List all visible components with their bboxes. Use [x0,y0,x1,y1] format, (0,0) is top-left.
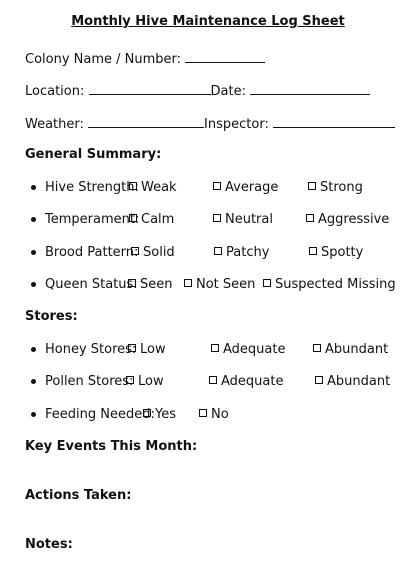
option-label: Weak [141,180,177,195]
list-item [0,180,416,196]
weather-blank[interactable] [88,115,204,128]
checkbox-option[interactable] [306,212,389,227]
actions-taken-heading: Actions Taken: [25,488,132,503]
checkbox-option[interactable] [143,407,176,422]
checkbox-icon [129,182,137,190]
checkbox-option[interactable] [129,212,174,227]
option-label: Solid [143,245,175,260]
bullet-icon [31,282,36,287]
option-label: Calm [141,212,175,227]
list-item [0,342,416,358]
checkbox-option[interactable] [128,342,166,357]
location-field-row [25,82,370,99]
item-label: Brood Pattern: [45,245,139,260]
checkbox-icon [209,376,217,384]
checkbox-option[interactable] [315,374,390,389]
option-label: Aggressive [318,212,390,227]
list-item [0,212,416,228]
bullet-icon [31,250,36,255]
checkbox-icon [131,247,139,255]
location-blank[interactable] [89,82,211,95]
item-label: Hive Strength: [45,180,139,195]
list-item [0,374,416,390]
option-label: Abundant [327,374,391,389]
checkbox-icon [143,409,151,417]
page-title: Monthly Hive Maintenance Log Sheet [71,14,345,29]
checkbox-option[interactable] [199,407,229,422]
checkbox-option[interactable] [126,374,164,389]
checkbox-icon [213,182,221,190]
colony-field-row [25,50,265,67]
checkbox-icon [308,182,316,190]
notes-heading: Notes: [25,537,73,552]
checkbox-option[interactable] [263,277,396,292]
checkbox-option[interactable] [129,180,177,195]
colony-blank[interactable] [185,50,265,63]
option-label: Neutral [225,212,273,227]
option-label: Spotty [321,245,364,260]
checkbox-icon [184,279,192,287]
bullet-icon [31,347,36,352]
item-label: Pollen Stores: [45,374,134,389]
option-label: Low [138,374,164,389]
option-label: Abundant [325,342,389,357]
checkbox-icon [214,247,222,255]
checkbox-option[interactable] [213,212,273,227]
checkbox-option[interactable] [313,342,388,357]
option-label: No [211,407,229,422]
bullet-icon [31,217,36,222]
checkbox-option[interactable] [211,342,285,357]
option-label: Adequate [223,342,286,357]
checkbox-option[interactable] [128,277,173,292]
item-label: Queen Status: [45,277,138,292]
date-blank[interactable] [250,82,370,95]
checkbox-option[interactable] [184,277,255,292]
checkbox-option[interactable] [309,245,363,260]
checkbox-icon [313,344,321,352]
checkbox-option[interactable] [214,245,269,260]
checkbox-icon [129,214,137,222]
colony-label: Colony Name / Number: [25,52,182,67]
checkbox-option[interactable] [213,180,278,195]
checkbox-option[interactable] [308,180,363,195]
checkbox-icon [213,214,221,222]
stores-heading: Stores: [25,309,78,324]
list-item [0,277,416,293]
item-label: Honey Stores: [45,342,137,357]
checkbox-icon [263,279,271,287]
item-label: Temperament: [45,212,140,227]
checkbox-icon [126,376,134,384]
location-label: Location: [25,84,85,99]
key-events-heading: Key Events This Month: [25,439,198,454]
checkbox-icon [128,344,136,352]
bullet-icon [31,185,36,190]
option-label: Adequate [221,374,284,389]
option-label: Average [225,180,279,195]
option-label: Suspected Missing [275,277,396,292]
inspector-label: Inspector: [204,117,269,132]
item-label: Feeding Needed: [45,407,155,422]
date-label: Date: [210,84,246,99]
checkbox-icon [128,279,136,287]
weather-field-row [25,115,395,132]
list-item [0,245,416,261]
bullet-icon [31,412,36,417]
weather-label: Weather: [25,117,84,132]
checkbox-icon [211,344,219,352]
bullet-icon [31,379,36,384]
option-label: Low [140,342,166,357]
option-label: Not Seen [196,277,256,292]
checkbox-icon [199,409,207,417]
option-label: Seen [140,277,173,292]
list-item [0,407,416,423]
option-label: Yes [155,407,176,422]
checkbox-icon [315,376,323,384]
checkbox-icon [309,247,317,255]
checkbox-icon [306,214,314,222]
checkbox-option[interactable] [209,374,283,389]
general-summary-heading: General Summary: [25,147,162,162]
option-label: Patchy [226,245,270,260]
option-label: Strong [320,180,363,195]
inspector-blank[interactable] [273,115,395,128]
checkbox-option[interactable] [131,245,175,260]
